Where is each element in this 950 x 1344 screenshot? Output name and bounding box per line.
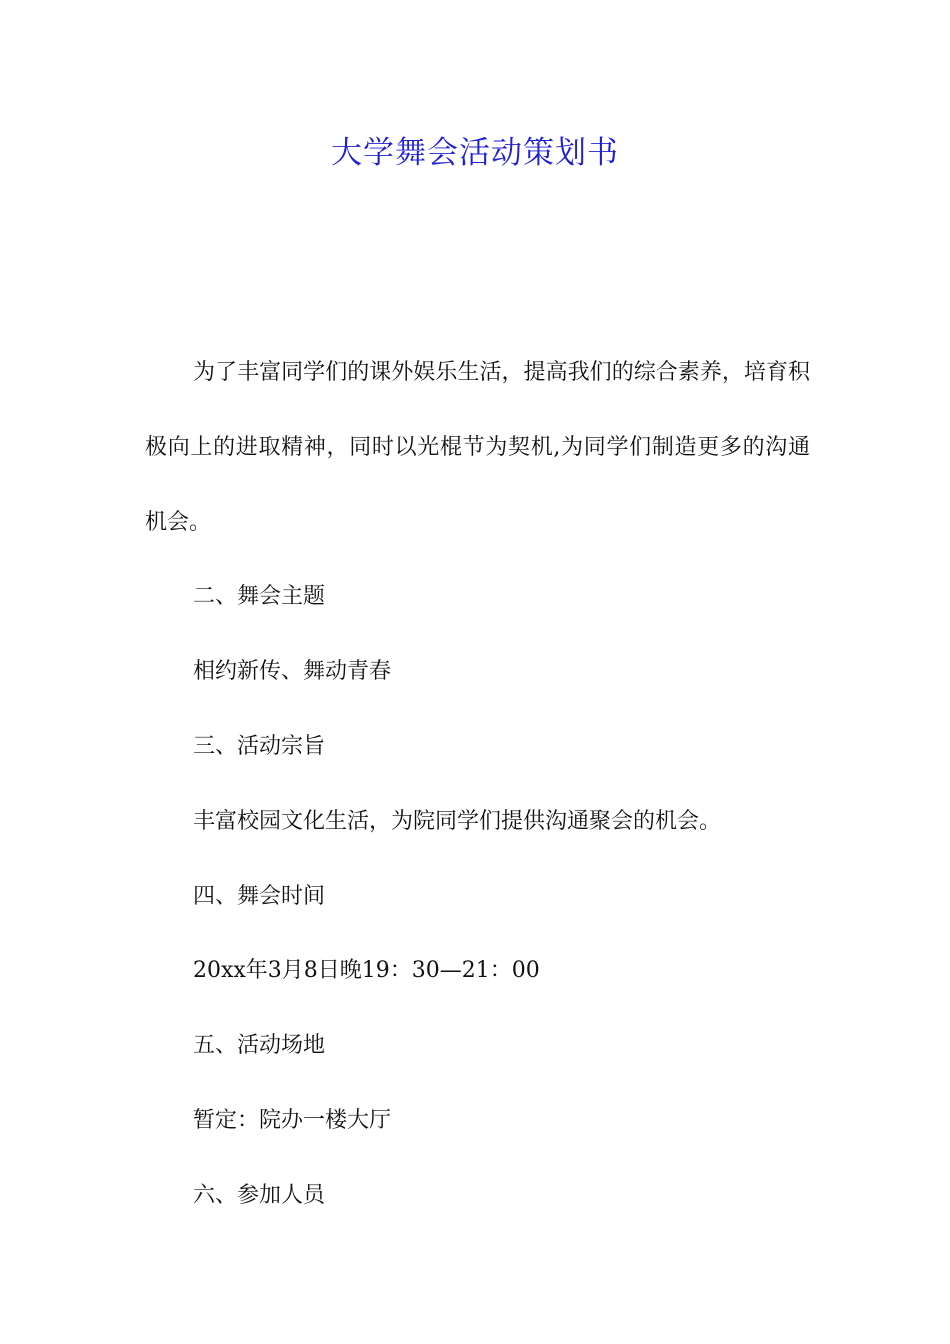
document-title: 大学舞会活动策划书 xyxy=(331,135,619,171)
theme-text: 相约新传、舞动青春 xyxy=(193,659,392,685)
purpose-text: 丰富校园文化生活，为院同学们提供沟通聚会的机会。 xyxy=(193,808,722,834)
section-heading-venue: 五、活动场地 xyxy=(193,1033,326,1059)
section-heading-theme: 二、舞会主题 xyxy=(193,584,326,610)
time-text: 20xx年3月8日晚19：30—21：00 xyxy=(193,958,540,984)
venue-text: 暂定：院办一楼大厅 xyxy=(193,1107,392,1133)
document-body xyxy=(145,336,810,1234)
section-heading-participants: 六、参加人员 xyxy=(193,1182,326,1208)
section-heading-time: 四、舞会时间 xyxy=(193,883,326,909)
section-heading-purpose: 三、活动宗旨 xyxy=(193,733,326,759)
intro-paragraph: 为了丰富同学们的课外娱乐生活，提高我们的综合素养，培育积极向上的进取精神，同时以光棍节为契机,为同学们制造更多的沟通机会。 xyxy=(145,360,810,535)
